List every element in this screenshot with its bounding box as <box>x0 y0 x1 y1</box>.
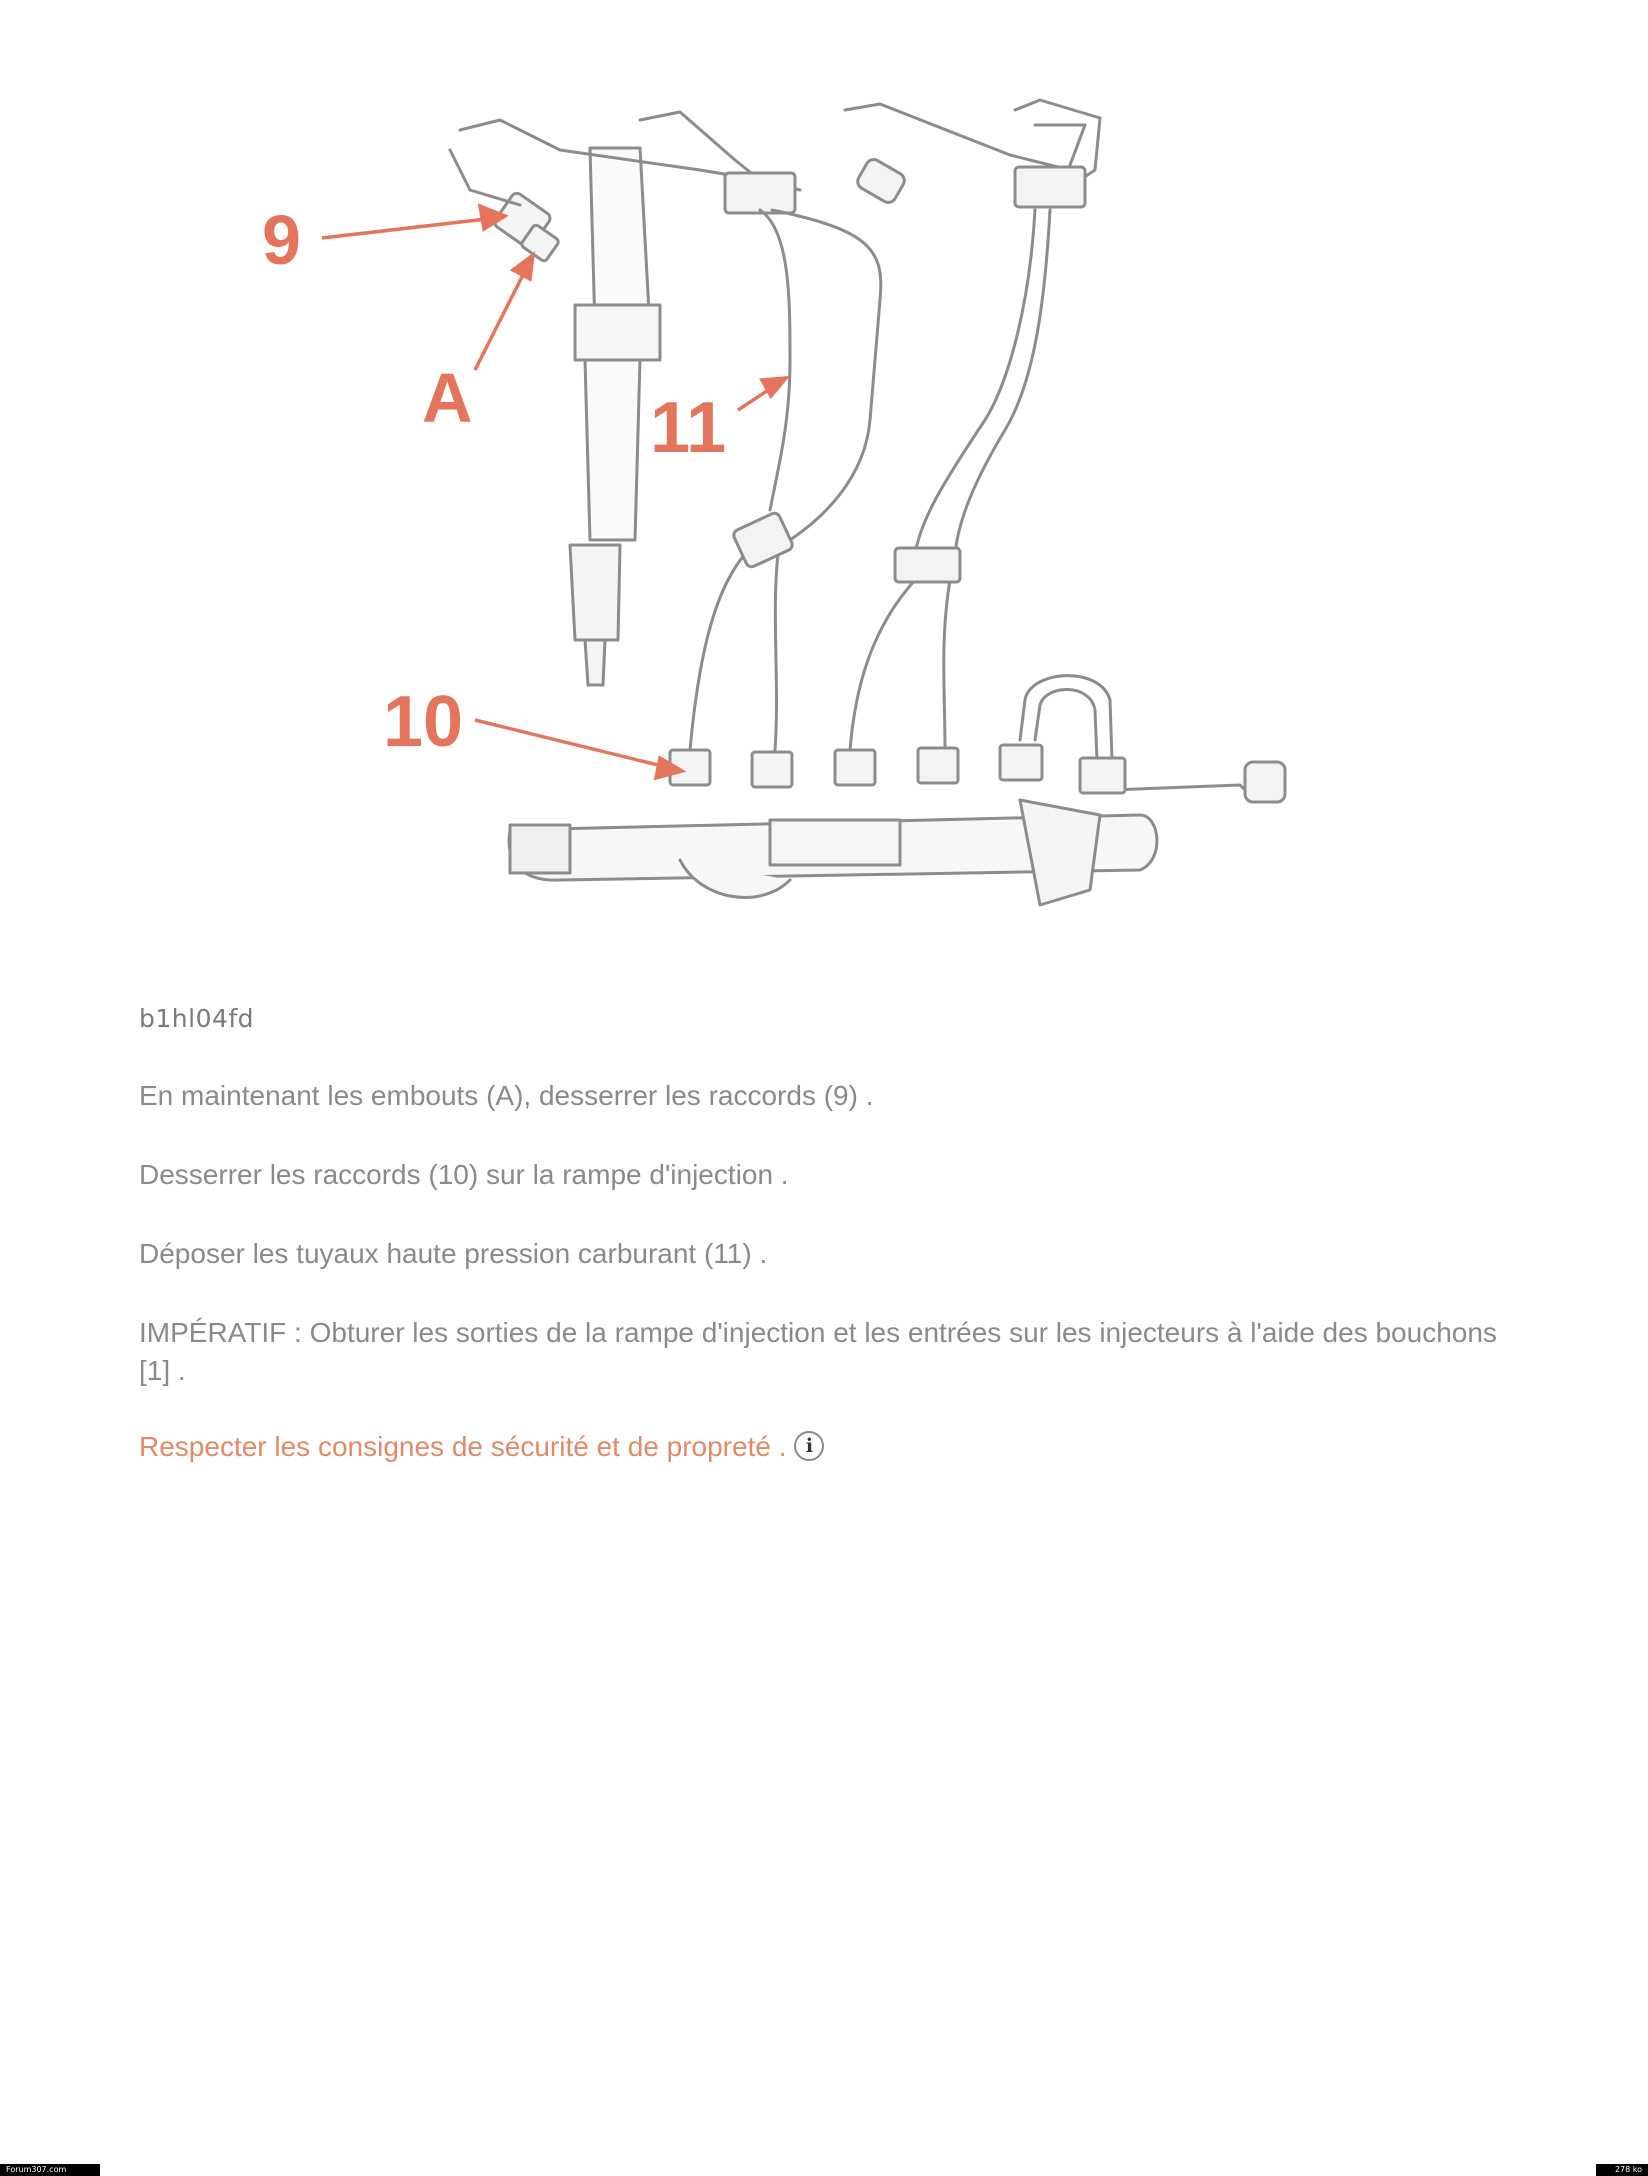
step-2: Desserrer les raccords (10) sur la rampe d'injection . <box>139 1159 789 1190</box>
footer-right: 278 ko <box>1596 2164 1648 2176</box>
upper-pipes <box>450 100 1100 213</box>
step-4: IMPÉRATIF : Obturer les sorties de la rampe d'injection et les entrées sur les injecteurs à l'aide des bouchons [1] . <box>139 1317 1497 1386</box>
fuel-rail <box>509 745 1285 905</box>
label-11: 11 <box>650 388 727 468</box>
label-a: A <box>422 359 473 437</box>
label-10: 10 <box>383 682 464 762</box>
info-icon[interactable]: i <box>794 1431 824 1461</box>
injector <box>493 148 660 685</box>
pipe-11 <box>690 210 881 750</box>
step-3: Déposer les tuyaux haute pression carburant (11) . <box>139 1238 768 1269</box>
injection-diagram <box>0 0 1648 960</box>
safety-warning <box>139 1428 824 1466</box>
pipes-right <box>850 210 1112 760</box>
safety-warning-text[interactable]: Respecter les consignes de sécurité et de propreté . <box>139 1431 787 1462</box>
step-1: En maintenant les embouts (A), desserrer les raccords (9) . <box>139 1080 874 1111</box>
label-9: 9 <box>262 201 301 279</box>
footer-left: Forum307.com <box>0 2164 100 2176</box>
figure-caption: b1hl04fd <box>139 1004 255 1033</box>
